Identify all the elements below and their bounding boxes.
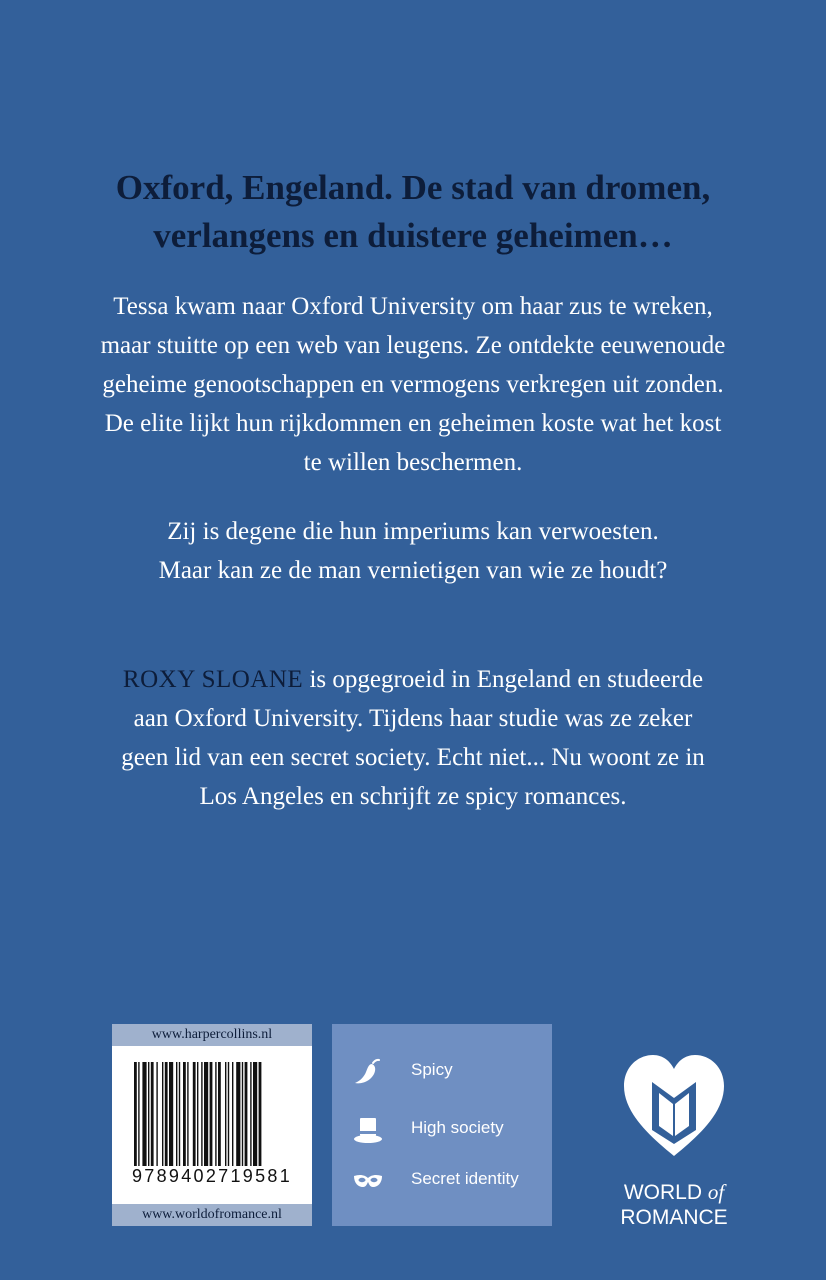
logo-word-of: of bbox=[707, 1180, 725, 1204]
blurb-line: Tessa kwam naar Oxford University om haar zus te wreken, bbox=[113, 293, 713, 320]
author-bio bbox=[0, 660, 826, 816]
feature-label: Spicy bbox=[411, 1060, 453, 1079]
feature-label: Secret identity bbox=[411, 1169, 519, 1188]
logo-wordmark-line1 bbox=[614, 1180, 734, 1205]
barcode-icon bbox=[132, 1062, 304, 1166]
publisher-url[interactable]: www.harpercollins.nl bbox=[112, 1024, 312, 1046]
headline-line: verlangens en duistere geheimen… bbox=[153, 216, 673, 255]
logo-word: WORLD bbox=[623, 1181, 708, 1204]
heart-book-icon bbox=[622, 1052, 726, 1160]
bio-line: aan Oxford University. Tijdens haar studie was ze zeker bbox=[133, 705, 693, 732]
tagline-line: Maar kan ze de man vernietigen van wie ze houdt? bbox=[158, 557, 668, 584]
chili-pepper-icon bbox=[352, 1056, 384, 1088]
bio-line: Los Angeles en schrijft ze spicy romances. bbox=[199, 783, 627, 810]
headline-line: Oxford, Engeland. De stad van dromen, bbox=[115, 168, 711, 207]
feature-panel bbox=[332, 1024, 552, 1226]
bio-line: is opgegroeid in Engeland en studeerde bbox=[303, 666, 704, 693]
feature-secret-identity bbox=[332, 1161, 552, 1201]
feature-spicy bbox=[332, 1052, 552, 1092]
feature-high-society bbox=[332, 1110, 552, 1150]
logo-wordmark-line2: ROMANCE bbox=[620, 1206, 728, 1229]
world-of-romance-logo bbox=[614, 1052, 734, 1232]
blurb-line: te willen beschermen. bbox=[303, 449, 523, 476]
imprint-url[interactable]: www.worldofromance.nl bbox=[112, 1204, 312, 1226]
isbn-number: 9789402719581 bbox=[131, 1166, 293, 1186]
mask-icon bbox=[352, 1165, 384, 1197]
blurb-line: maar stuitte op een web van leugens. Ze ontdekte eeuwenoude bbox=[100, 332, 726, 359]
blurb-line: geheime genootschappen en vermogens verkregen uit zonden. bbox=[102, 371, 724, 398]
tagline-paragraph bbox=[0, 512, 826, 590]
bio-line: geen lid van een secret society. Echt niet... Nu woont ze in bbox=[121, 744, 705, 771]
feature-label: High society bbox=[411, 1118, 504, 1137]
headline bbox=[0, 164, 826, 260]
barcode-panel bbox=[112, 1024, 312, 1226]
blurb-paragraph bbox=[0, 287, 826, 482]
blurb-line: De elite lijkt hun rijkdommen en geheimen koste wat het kost bbox=[104, 410, 722, 437]
tagline-line: Zij is degene die hun imperiums kan verwoesten. bbox=[167, 518, 659, 545]
top-hat-icon bbox=[352, 1114, 384, 1146]
author-name: ROXY SLOANE bbox=[122, 666, 304, 693]
